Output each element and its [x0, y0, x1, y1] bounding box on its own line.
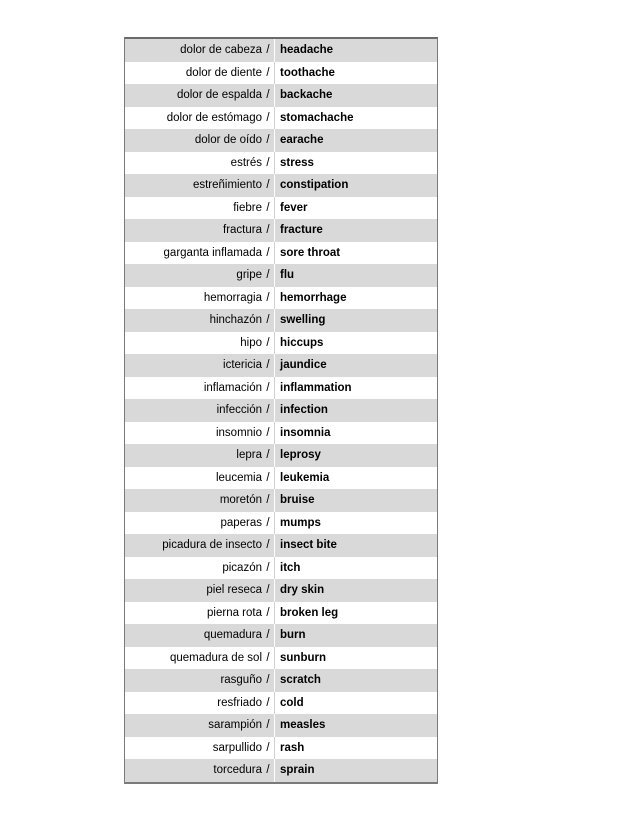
term-separator: / — [266, 179, 270, 192]
spanish-term: resfriado — [217, 696, 262, 709]
spanish-term: quemadura — [203, 629, 262, 642]
table-row — [125, 39, 437, 62]
spanish-term: leucemia — [215, 471, 262, 484]
english-term: swelling — [280, 314, 326, 327]
table-row — [125, 444, 437, 467]
term-separator: / — [266, 224, 270, 237]
spanish-term: moretón — [219, 494, 262, 507]
term-separator: / — [266, 246, 270, 259]
table-row — [125, 129, 437, 152]
spanish-term: rasguño — [220, 674, 262, 687]
term-separator: / — [266, 404, 270, 417]
table-row — [125, 647, 437, 670]
table-row — [125, 399, 437, 422]
spanish-term: inflamación — [203, 381, 262, 394]
table-row — [125, 759, 437, 783]
table-row — [125, 62, 437, 85]
spanish-term: dolor de oído — [194, 134, 262, 147]
english-term: earache — [280, 134, 324, 147]
english-term: rash — [280, 741, 305, 754]
spanish-term: hinchazón — [209, 314, 262, 327]
english-term: burn — [280, 629, 306, 642]
english-term: fever — [280, 201, 308, 214]
term-separator: / — [266, 584, 270, 597]
table-row — [125, 489, 437, 512]
table-row — [125, 219, 437, 242]
term-separator: / — [266, 291, 270, 304]
term-separator: / — [266, 539, 270, 552]
spanish-term: sarampión — [208, 719, 262, 732]
english-term: insect bite — [280, 539, 337, 552]
spanish-term: dolor de cabeza — [180, 44, 262, 57]
table-row — [125, 197, 437, 220]
table-row — [125, 332, 437, 355]
english-term: backache — [280, 89, 333, 102]
spanish-term: paperas — [220, 516, 262, 529]
english-term: headache — [280, 44, 334, 57]
english-term: hemorrhage — [280, 291, 347, 304]
table-row — [125, 84, 437, 107]
english-term: constipation — [280, 179, 349, 192]
english-term: jaundice — [280, 359, 327, 372]
table-row — [125, 534, 437, 557]
english-term: measles — [280, 719, 326, 732]
term-separator: / — [266, 651, 270, 664]
spanish-term: ictericia — [223, 359, 262, 372]
english-term: sunburn — [280, 651, 326, 664]
spanish-term: lepra — [236, 449, 262, 462]
table-row — [125, 354, 437, 377]
term-separator: / — [266, 629, 270, 642]
english-term: mumps — [280, 516, 321, 529]
english-term: stomachache — [280, 111, 354, 124]
spanish-term: fractura — [223, 224, 262, 237]
term-separator: / — [266, 516, 270, 529]
term-separator: / — [266, 674, 270, 687]
table-row — [125, 467, 437, 490]
spanish-term: pierna rota — [207, 606, 262, 619]
spanish-term: estreñimiento — [192, 179, 262, 192]
term-separator: / — [266, 134, 270, 147]
term-separator: / — [266, 449, 270, 462]
term-separator: / — [266, 66, 270, 79]
term-separator: / — [266, 89, 270, 102]
english-term: fracture — [280, 224, 323, 237]
spanish-term: piel reseca — [206, 584, 262, 597]
table-row — [125, 152, 437, 175]
term-separator: / — [266, 696, 270, 709]
spanish-term: picazón — [222, 561, 262, 574]
term-separator: / — [266, 606, 270, 619]
english-term: scratch — [280, 674, 321, 687]
english-term: infection — [280, 404, 328, 417]
term-separator: / — [266, 561, 270, 574]
term-separator: / — [266, 494, 270, 507]
table-row — [125, 602, 437, 625]
table-row — [125, 714, 437, 737]
spanish-term: dolor de diente — [185, 66, 262, 79]
table-row — [125, 737, 437, 760]
spanish-term: estrés — [230, 156, 262, 169]
vocabulary-table — [124, 37, 438, 784]
term-separator: / — [266, 111, 270, 124]
term-separator: / — [266, 201, 270, 214]
spanish-term: dolor de estómago — [166, 111, 262, 124]
english-term: toothache — [280, 66, 335, 79]
spanish-term: torcedura — [213, 764, 262, 777]
english-term: broken leg — [280, 606, 339, 619]
english-term: leprosy — [280, 449, 321, 462]
spanish-term: sarpullido — [212, 741, 262, 754]
table-row — [125, 264, 437, 287]
table-row — [125, 174, 437, 197]
spanish-term: hemorragia — [203, 291, 262, 304]
spanish-term: fiebre — [233, 201, 262, 214]
term-separator: / — [266, 764, 270, 777]
table-row — [125, 557, 437, 580]
spanish-term: picadura de insecto — [162, 539, 262, 552]
term-separator: / — [266, 44, 270, 57]
english-term: hiccups — [280, 336, 324, 349]
table-row — [125, 287, 437, 310]
english-term: sore throat — [280, 246, 341, 259]
spanish-term: garganta inflamada — [163, 246, 262, 259]
english-term: flu — [280, 269, 295, 282]
spanish-term: gripe — [236, 269, 262, 282]
english-term: cold — [280, 696, 304, 709]
spanish-term: infección — [216, 404, 262, 417]
term-separator: / — [266, 471, 270, 484]
table-row — [125, 309, 437, 332]
term-separator: / — [266, 359, 270, 372]
spanish-term: dolor de espalda — [176, 89, 262, 102]
term-separator: / — [266, 314, 270, 327]
term-separator: / — [266, 381, 270, 394]
term-separator: / — [266, 719, 270, 732]
term-separator: / — [266, 426, 270, 439]
spanish-term: hipo — [240, 336, 262, 349]
table-row — [125, 692, 437, 715]
english-term: leukemia — [280, 471, 330, 484]
english-term: bruise — [280, 494, 315, 507]
spanish-term: insomnio — [215, 426, 262, 439]
spanish-term: quemadura de sol — [169, 651, 262, 664]
english-term: itch — [280, 561, 301, 574]
english-term: insomnia — [280, 426, 331, 439]
table-row — [125, 579, 437, 602]
term-separator: / — [266, 336, 270, 349]
table-row — [125, 512, 437, 535]
table-row — [125, 624, 437, 647]
table-row — [125, 242, 437, 265]
table-row — [125, 422, 437, 445]
term-separator: / — [266, 741, 270, 754]
term-separator: / — [266, 156, 270, 169]
term-separator: / — [266, 269, 270, 282]
table-row — [125, 669, 437, 692]
english-term: stress — [280, 156, 314, 169]
table-row — [125, 107, 437, 130]
english-term: dry skin — [280, 584, 325, 597]
english-term: sprain — [280, 764, 315, 777]
table-row — [125, 377, 437, 400]
english-term: inflammation — [280, 381, 352, 394]
